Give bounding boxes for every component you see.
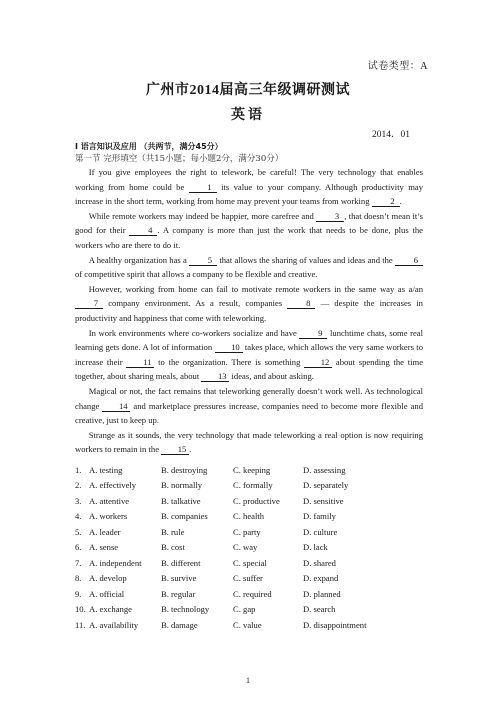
blank: 12 (304, 357, 332, 368)
subject-title: 英语 (231, 108, 265, 123)
option-a: A. attentive (89, 495, 130, 506)
option-a: A. availability (89, 619, 139, 630)
question-number: 7. (75, 557, 82, 568)
question-number: 10. (75, 604, 86, 615)
option-b: B. companies (161, 511, 208, 522)
option-c: C. special (233, 557, 267, 568)
option-b: B. survive (161, 573, 197, 584)
option-d: D. culture (303, 526, 338, 537)
option-a: A. sense (89, 542, 119, 553)
question-number: 6. (75, 542, 82, 553)
option-a: A. official (89, 588, 125, 599)
option-c: C. gap (233, 604, 256, 615)
passage-paragraph: In work environments where co-workers socialize and have 9 lunchtime chats, some real learning gets done. A lot of information 10 takes place, which allows the very same workers to increase their 11 to the organization. There is something 12 about spending the time together, about sharing meals, about 13 ideas, and about asking. (75, 327, 424, 382)
blank: 4 (129, 225, 157, 236)
blank: 15 (161, 444, 189, 455)
page-number: 1 (246, 676, 250, 685)
option-a: A. independent (89, 557, 142, 568)
option-c: C. formally (233, 480, 273, 491)
option-row (75, 493, 435, 509)
passage-paragraph: While remote workers may indeed be happier, more carefree and 3 , that doesn’t mean it’s good for their 4 . A company is more than just the work that needs to be done, plus the workers who are there to do it. (75, 210, 424, 250)
blank: 5 (189, 255, 217, 266)
blank: 9 (299, 328, 327, 339)
exam-date: 2014．01 (371, 130, 410, 140)
option-a: A. develop (89, 573, 127, 584)
option-a: A. testing (89, 464, 123, 475)
option-d: D. search (303, 604, 336, 615)
question-number: 9. (75, 588, 82, 599)
option-b: B. rule (161, 526, 185, 537)
passage-paragraph: Strange as it sounds, the very technology that made teleworking a real option is now requiring workers to remain in the 15 . (75, 429, 423, 455)
question-number: 11. (75, 619, 86, 630)
option-c: C. health (233, 511, 265, 522)
blank: 6 (395, 255, 423, 266)
blank: 11 (126, 357, 154, 368)
option-c: C. value (233, 619, 262, 630)
question-number: 3. (75, 495, 82, 506)
option-b: B. cost (161, 542, 185, 553)
question-number: 5. (75, 526, 82, 537)
passage-paragraph: If you give employees the right to telework, be careful! The very technology that enables working from home could be 1 its value to your company. Although productivity may increase in the short term, working from home may prevent your teams from working 2 . (75, 167, 423, 207)
option-c: C. suffer (233, 573, 263, 584)
cloze-passage (75, 165, 423, 457)
option-d: D. planned (303, 588, 341, 599)
option-a: A. effectively (89, 480, 137, 491)
option-d: D. separately (303, 480, 349, 491)
blank: 2 (372, 196, 400, 207)
passage-paragraph: However, working from home can fail to motivate remote workers in the same way as a/an 7 company environment. As a result, companies 8 — despite the increases in productivity and happiness that come with teleworking. (75, 283, 423, 323)
option-b: B. talkative (161, 495, 201, 506)
exam-type-label: 试卷类型：A (367, 61, 428, 72)
option-d: D. assessing (303, 464, 346, 475)
option-c: C. productive (233, 495, 280, 506)
option-row (75, 602, 435, 618)
option-row (75, 509, 435, 525)
option-d: D. sensitive (303, 495, 344, 506)
option-b: B. normally (161, 480, 203, 491)
answer-options (75, 462, 435, 633)
blank: 8 (287, 298, 315, 309)
blank: 7 (75, 298, 103, 309)
blank: 3 (316, 211, 344, 222)
blank: 13 (201, 371, 229, 382)
option-row (75, 478, 435, 494)
option-d: D. lack (303, 542, 328, 553)
option-c: C. party (233, 526, 261, 537)
option-row (75, 540, 435, 556)
exam-title: 广州市2014届高三年级调研测试 (146, 83, 350, 98)
section-heading: I 语言知识及应用 （共两节，满分45分） (75, 142, 223, 151)
option-row (75, 571, 435, 587)
option-d: D. disappointment (303, 619, 367, 630)
question-number: 2. (75, 480, 82, 491)
option-b: B. destroying (161, 464, 208, 475)
option-b: B. technology (161, 604, 210, 615)
option-a: A. leader (89, 526, 121, 537)
option-row (75, 524, 435, 540)
part-heading: 第一节 完形填空（共15小题；每小题2分，满分30分） (75, 154, 284, 164)
option-row (75, 462, 435, 478)
option-c: C. way (233, 542, 258, 553)
option-row (75, 586, 435, 602)
option-d: D. expand (303, 573, 339, 584)
passage-paragraph: Magical or not, the fact remains that teleworking generally doesn’t work well. As technological change 14 and marketplace pressures increase, companies need to become more flexible and creative, just to keep up. (75, 385, 423, 426)
option-row (75, 617, 435, 633)
option-a: A. workers (89, 511, 128, 522)
option-d: D. shared (303, 557, 336, 568)
passage-paragraph: A healthy organization has a 5 that allows the sharing of values and ideas and the 6 of competitive spirit that allows a company to be flexible and creative. (75, 253, 423, 282)
question-number: 1. (75, 464, 82, 475)
option-b: B. damage (161, 619, 198, 630)
option-b: B. regular (161, 588, 196, 599)
option-c: C. required (233, 588, 272, 599)
blank: 1 (189, 182, 217, 193)
question-number: 8. (75, 573, 82, 584)
blank: 14 (102, 401, 130, 412)
option-row (75, 555, 435, 571)
question-number: 4. (75, 511, 82, 522)
option-d: D. family (303, 511, 336, 522)
option-c: C. keeping (233, 464, 271, 475)
option-a: A. exchange (89, 604, 132, 615)
option-b: B. different (161, 557, 201, 568)
blank: 10 (215, 342, 243, 353)
